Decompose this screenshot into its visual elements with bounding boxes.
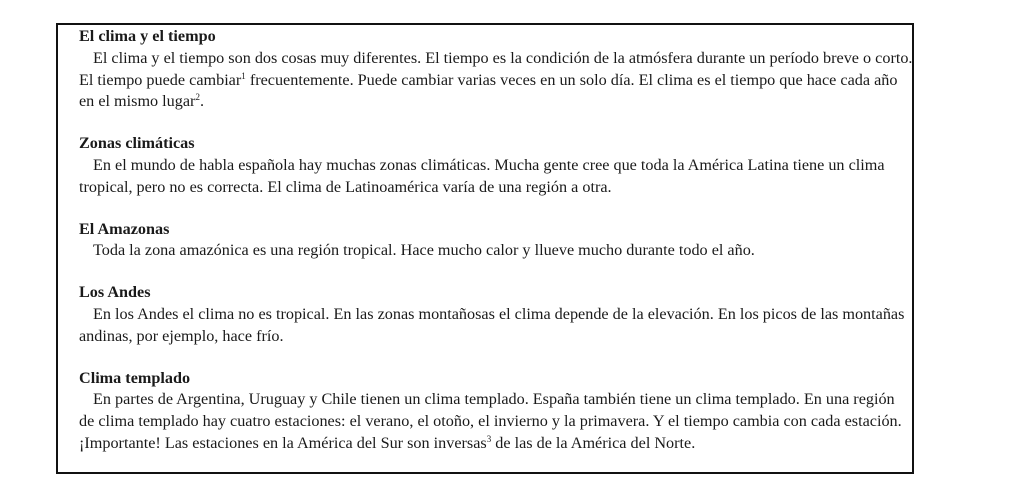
text-run: Toda la zona amazónica es una región tropical. Hace mucho calor y llueve mucho durante todo el año. <box>93 241 755 260</box>
section-heading: El clima y el tiempo <box>79 27 216 45</box>
section-paragraph <box>79 240 913 262</box>
section-el-amazonas <box>79 219 915 263</box>
section-zonas-climaticas <box>79 133 915 198</box>
document-body <box>79 26 915 475</box>
footnote-marker: 2 <box>195 92 200 103</box>
section-heading: El Amazonas <box>79 219 170 238</box>
footnote-marker: 3 <box>486 433 492 444</box>
section-paragraph <box>79 389 913 454</box>
text-run: El clima y el tiempo son dos cosas muy diferentes. El tiempo es la condición de la atmósfera durante un período breve o corto. El tiempo puede cambiar <box>79 48 913 89</box>
text-run: . <box>199 92 204 111</box>
section-heading: Clima templado <box>79 368 191 387</box>
section-clima-templado <box>79 368 915 455</box>
section-paragraph <box>79 48 913 113</box>
section-heading: Zonas climáticas <box>79 134 195 153</box>
text-run: En el mundo de habla española hay muchas zonas climáticas. Mucha gente cree que toda la América Latina tiene un clima tropical, pero no es correcta. El clima de Latinoamérica varía de una región a otra. <box>79 155 885 196</box>
section-el-clima-y-el-tiempo <box>79 26 915 113</box>
section-paragraph <box>79 304 913 348</box>
text-run: frecuentemente. Puede cambiar varias veces en un solo día. El clima es el tiempo que hace cada año en el mismo lugar <box>79 70 898 111</box>
section-los-andes <box>79 282 915 347</box>
text-run: En partes de Argentina, Uruguay y Chile tienen un clima templado. España también tiene un clima templado. En una región de clima templado hay cuatro estaciones: el verano, el otoño, el invierno y la primavera. Y el tiempo cambia con cada estación. ¡Importante! Las estaciones en la América del Sur son inversas <box>79 390 902 452</box>
footnote-marker: 1 <box>241 70 246 81</box>
section-paragraph <box>79 155 913 199</box>
text-run: de las de la América del Norte. <box>491 433 696 452</box>
text-run: En los Andes el clima no es tropical. En las zonas montañosas el clima depende de la elevación. En los picos de las montañas andinas, por ejemplo, hace frío. <box>79 304 905 345</box>
section-heading: Los Andes <box>79 283 151 302</box>
